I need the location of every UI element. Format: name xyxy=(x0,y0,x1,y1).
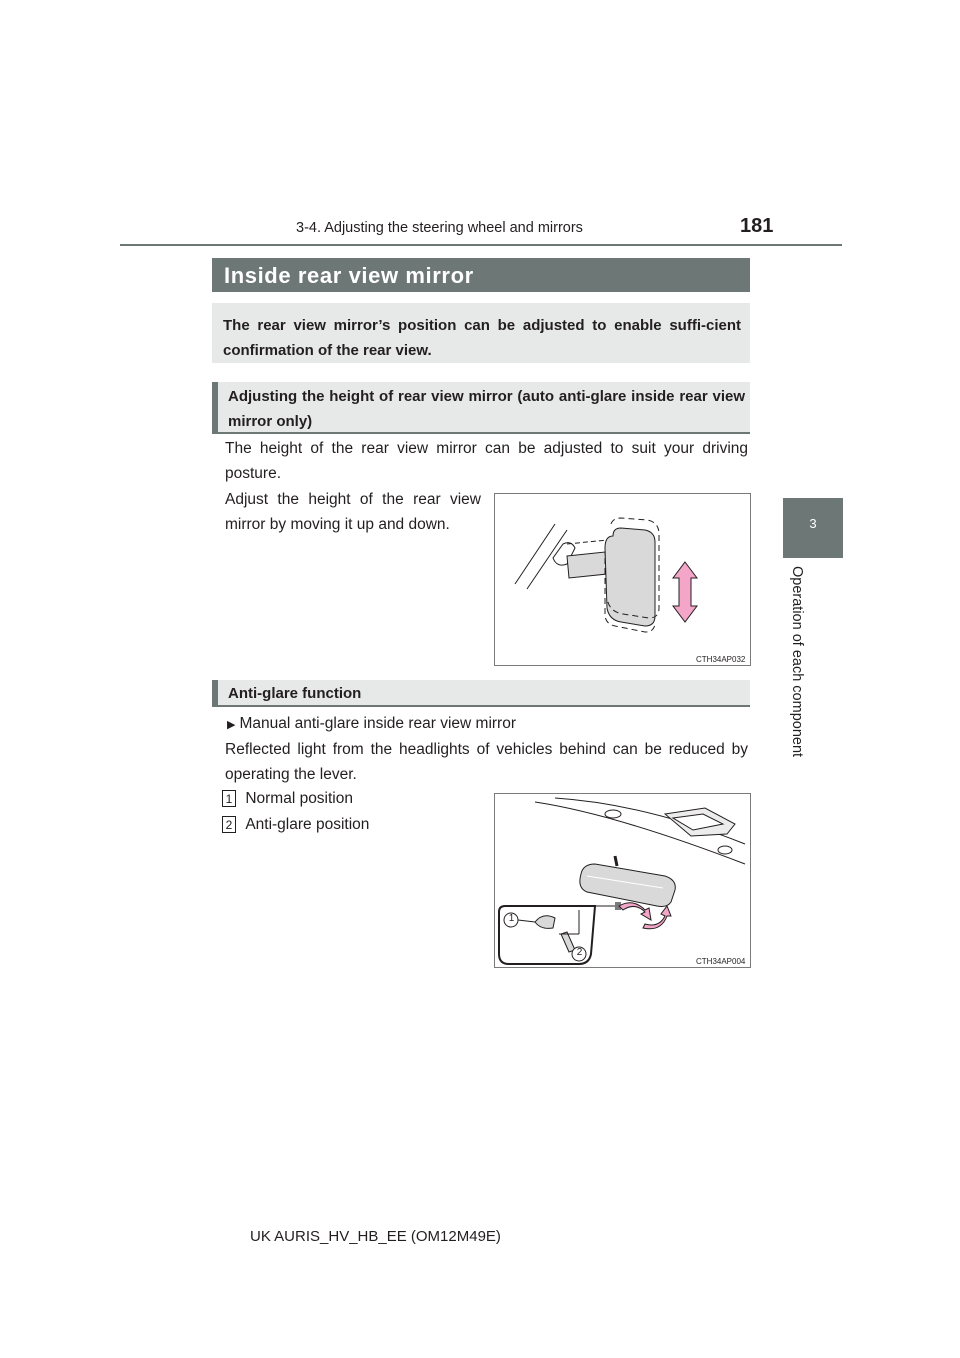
list-item xyxy=(222,816,369,834)
page-number: 181 xyxy=(740,215,774,237)
chapter-tab-number: 3 xyxy=(809,516,817,531)
height-adjust-instruction: Adjust the height of the rear view mirror by moving it up and down. xyxy=(225,491,481,533)
section-title-bar xyxy=(212,258,750,292)
bullet-marker-icon: ▶ xyxy=(227,719,236,731)
item-label: Anti-glare position xyxy=(245,816,370,833)
height-adjust-text: The height of the rear view mirror can be adjusted to suit your driving posture. xyxy=(225,440,748,482)
anti-glare-bullet-row xyxy=(227,711,516,738)
height-adjust-heading-box xyxy=(212,382,750,434)
callout-2: 2 xyxy=(576,947,583,958)
model-code: UK AURIS_HV_HB_EE (OM12M49E) xyxy=(250,1228,501,1245)
intro-panel xyxy=(212,303,750,363)
item-number-badge: 2 xyxy=(222,816,236,833)
callout-1: 1 xyxy=(508,913,515,924)
item-number-badge: 1 xyxy=(222,790,236,807)
list-item xyxy=(222,790,353,808)
intro-text: The rear view mirror’s position can be adjusted to enable suffi-cient confirmation of the rear view. xyxy=(223,317,741,359)
section-title: Inside rear view mirror xyxy=(224,263,474,288)
anti-glare-bullet: Manual anti-glare inside rear view mirror xyxy=(239,715,516,732)
figure-code: CTH34AP032 xyxy=(696,655,746,664)
mirror-height-illustration xyxy=(495,494,750,665)
anti-glare-figure xyxy=(494,793,751,968)
chapter-side-title xyxy=(785,566,811,756)
chapter-title: 3-4. Adjusting the steering wheel and mirrors xyxy=(296,220,583,236)
chapter-side-title-text: Operation of each component xyxy=(789,566,805,758)
anti-glare-heading-box xyxy=(212,680,750,707)
anti-glare-text: Reflected light from the headlights of vehicles behind can be reduced by operating the lever. xyxy=(225,741,748,783)
figure-code: CTH34AP004 xyxy=(696,957,746,966)
anti-glare-heading: Anti-glare function xyxy=(228,685,362,702)
anti-glare-illustration xyxy=(495,794,750,967)
item-label: Normal position xyxy=(245,790,353,807)
height-adjust-heading: Adjusting the height of rear view mirror (auto anti-glare inside rear view mirror only) xyxy=(228,388,745,430)
header-divider xyxy=(120,244,842,246)
mirror-height-figure xyxy=(494,493,751,666)
